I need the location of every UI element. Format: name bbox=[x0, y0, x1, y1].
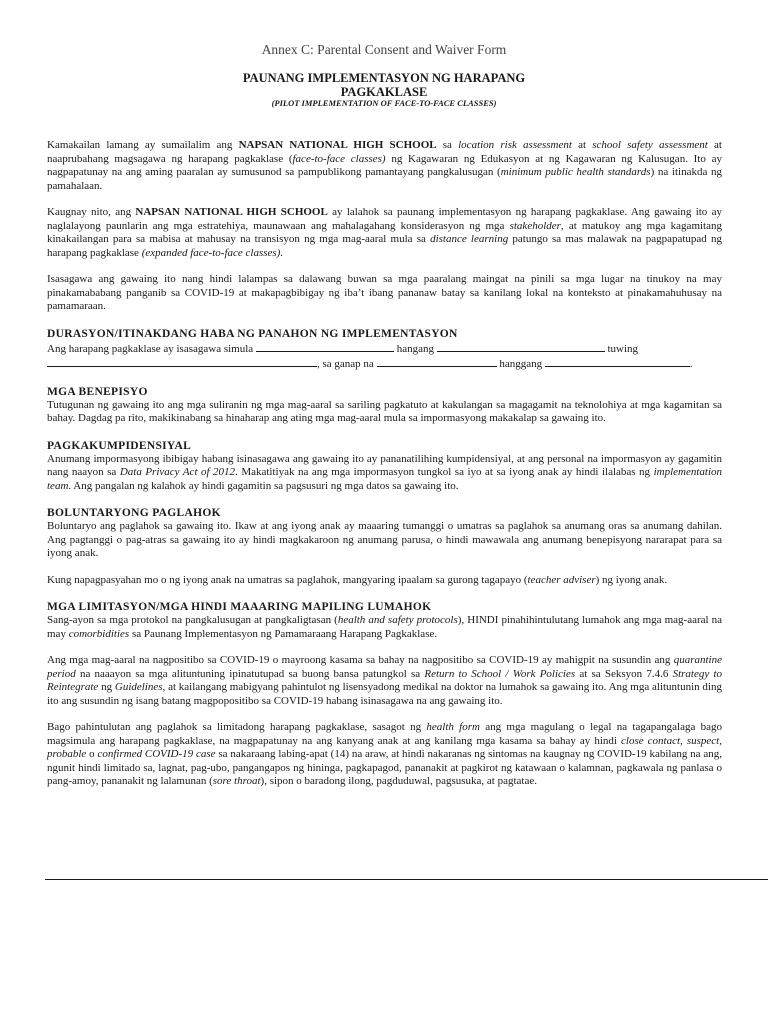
confidentiality-paragraph bbox=[47, 453, 722, 494]
italic-term: close contact, suspect, probable bbox=[47, 734, 722, 760]
end-time-field[interactable] bbox=[545, 356, 690, 367]
italic-term: health and safety protocols bbox=[337, 614, 458, 626]
italic-term: (expanded face-to-face classes). bbox=[141, 246, 284, 259]
bottom-divider bbox=[45, 879, 768, 880]
italic-term: sore throat bbox=[212, 775, 261, 787]
text: tuwing bbox=[604, 342, 639, 355]
text: . bbox=[689, 358, 693, 370]
text: ay lalahok sa paunang implementasyon ng harapang pagkaklase. Ang gawaing ito ay naglalayong paunlarin ang mga estratehiya, maunawaan ang mahalagahang konsiderasyon ng mga bbox=[47, 206, 722, 232]
voluntary-paragraph-1: Boluntaryo ang paglahok sa gawaing ito. Ikaw at ang iyong anak ay maaaring tumanggi o umatras sa paglahok sa anumang oras sa anumang dahilan. Ang pagtanggi o pag-atras sa gawaing ito ay hindi magkakaroon ng anumang parusa, o hindi mawawala ang anumang benepisyong nararapat para sa iyong anak. bbox=[47, 520, 722, 559]
text: . Ang pangalan ng kalahok ay hindi gagamitin sa pagsusuri ng mga datos sa gawaing ito. bbox=[68, 479, 459, 492]
limitations-heading: MGA LIMITASYON/MGA HINDI MAAARING MAPILING LUMAHOK bbox=[47, 601, 432, 613]
text: patungo sa mas malawak na pagpapatupad ng harapang pagkaklase bbox=[47, 233, 722, 259]
school-name: NAPSAN NATIONAL HIGH SCHOOL bbox=[238, 139, 437, 151]
intro-paragraph-2 bbox=[47, 206, 722, 260]
voluntary-paragraph-2 bbox=[47, 574, 722, 588]
text: ), HINDI pinahihintulutang lumahok ang mga mag-aaral na may bbox=[47, 614, 722, 640]
italic-term: teacher adviser bbox=[527, 573, 596, 586]
italic-term: minimum public health standards bbox=[500, 166, 651, 178]
text: na naaayon sa mga alituntuning ipinatutupad sa buong bansa patungkol sa bbox=[75, 667, 425, 680]
text: ) na itinakda ng pamahalaan. bbox=[47, 166, 722, 192]
italic-term: face-to-face classes) bbox=[292, 152, 386, 165]
text: Ang harapang pagkaklase ay isasagawa simula bbox=[47, 342, 256, 355]
limitations-paragraph-2 bbox=[47, 654, 722, 708]
text: sa nakaraang labing-apat (14) na araw, at hindi nakaranas ng sintomas na kaugnay ng COVID-19 kabilang na ang, ngunit hindi limitado sa, lagnat, pag-ubo, pangangapos ng hininga, pagkapagod, pananakit at pagkirot ng katawaan o kalamnan, pagkawala ng panlasa o pang-amoy, pananakit ng lalamunan ( bbox=[47, 748, 723, 787]
text: , at kailangang mabigyang pahintulot ng lisensyadong medikal na doktor na lumahok sa gawaing ito. Ang mga alituntunin ding ito ang susundin ng isang batang magpopositibo sa COVID-19 habang isinasagawa na ang gawaing ito. bbox=[47, 681, 722, 707]
text: hanggang bbox=[496, 358, 545, 370]
text: at naaprubahang magsagawa ng harapang pagkaklase ( bbox=[47, 139, 722, 165]
limitations-paragraph-3 bbox=[47, 721, 722, 789]
text: ang mga magulang o legal na tagapangalaga bago magsimula ang harapang pagkaklase, na magpapatunay na ang kanyang anak at ang kanilang mga kasama sa bahay ay hindi bbox=[47, 721, 722, 747]
school-name: NAPSAN NATIONAL HIGH SCHOOL bbox=[135, 206, 328, 218]
text: . Makatitiyak na ang mga impormasyon tungkol sa iyo at sa iyong anak ay hindi ilalabas ng bbox=[235, 466, 654, 478]
document-body bbox=[47, 139, 722, 802]
italic-term: location risk assessment bbox=[458, 139, 572, 151]
text: , at matukoy ang mga kagamitang kinakailangan para sa mabisa at mahusay na transisyon ng mga mag-aaral mula sa bbox=[47, 219, 722, 245]
benefits-heading: MGA BENEPISYO bbox=[47, 385, 148, 398]
benefits-paragraph: Tutugunan ng gawaing ito ang mga suliranin ng mga mag-aaral sa sariling pagkatuto at kakulangan sa magagamit na teknolohiya at mga kagamitan sa bahay. Dagdag pa rito, makikinabang sa hinaharap ang ating mga mag-aaral mula sa impormasyong makakalap sa gawaing ito. bbox=[47, 398, 722, 424]
duration-paragraph bbox=[47, 341, 722, 372]
end-date-field[interactable] bbox=[437, 341, 605, 352]
text: ng Kagawaran ng Edukasyon at ng Kagawaran ng Kalusugan. Ito ay nagpapatunay na ang aming paaralan ay sumusunod sa pampublikong pamantayang pangkalusugan ( bbox=[47, 152, 722, 178]
text: , sa ganap na bbox=[317, 358, 377, 370]
text: Ang mga mag-aaral na nagpositibo sa COVID-19 o mayroong kasama sa bahay na nagpositibo sa COVID-19 ay mahigpit na susundin ang bbox=[47, 654, 674, 666]
italic-term: Return to School / Work Policies bbox=[424, 667, 576, 680]
start-time-field[interactable] bbox=[377, 356, 497, 367]
italic-term: stakeholder bbox=[509, 219, 561, 232]
title-line-1: PAUNANG IMPLEMENTASYON NG HARAPANG bbox=[242, 71, 526, 85]
italic-term: Data Privacy Act of 2012 bbox=[119, 466, 236, 478]
text: Kamakailan lamang ay sumailalim ang bbox=[47, 139, 239, 151]
schedule-days-field[interactable] bbox=[47, 356, 317, 367]
text: Bago pahintulutan ang paglahok sa limitadong harapang pagkaklase, sasagot ng bbox=[47, 721, 427, 733]
text: o bbox=[86, 748, 98, 760]
text: sa Paunang Implementasyon ng Pamamaraang Harapang Pagkaklase. bbox=[129, 627, 438, 640]
italic-term: Guidelines bbox=[114, 681, 163, 693]
text: Anumang impormasyong ibibigay habang isinasagawa ang gawaing ito ay pananatilihing kumpidensiyal, at ang personal na impormasyon ay gagamitin nang naayon sa bbox=[47, 452, 722, 478]
document-subtitle: (PILOT IMPLEMENTATION OF FACE-TO-FACE CLASSES) bbox=[271, 98, 497, 108]
italic-term: quarantine period bbox=[47, 654, 722, 680]
annex-label: Annex C: Parental Consent and Waiver Form bbox=[261, 42, 507, 57]
title-line-2: PAGKAKLASE bbox=[340, 85, 428, 99]
italic-term: distance learning bbox=[430, 233, 509, 245]
text: Sang-ayon sa mga protokol na pangkalusugan at pangkaligtasan ( bbox=[47, 614, 338, 626]
start-date-field[interactable] bbox=[256, 341, 394, 352]
intro-paragraph-3: Isasagawa ang gawaing ito nang hindi lalampas sa dalawang buwan sa mga paaralang maingat na pinili sa mga lugar na tinukoy na may pinakamababang panganib sa COVID-19 at makapagbibigay ng iba’t ibang pananaw batay sa kanilang lokal na konteksto at pinakamahuhusay na pamamaraan. bbox=[47, 273, 722, 312]
document-title bbox=[0, 71, 768, 99]
text: ), sipon o baradong ilong, pagduduwal, pagsusuka, at pagtatae. bbox=[260, 775, 538, 787]
italic-term: health form bbox=[426, 721, 480, 733]
text: ng bbox=[98, 681, 115, 693]
text: Kaugnay nito, ang bbox=[47, 206, 136, 218]
text: at sa Seksyon 7.4.6 bbox=[575, 667, 673, 680]
duration-heading: DURASYON/ITINAKDANG HABA NG PANAHON NG IMPLEMENTASYON bbox=[47, 327, 458, 340]
limitations-paragraph-1 bbox=[47, 614, 722, 641]
text: sa bbox=[436, 139, 459, 151]
text: hangang bbox=[393, 342, 437, 355]
text: ) ng iyong anak. bbox=[595, 573, 668, 586]
text: at bbox=[571, 139, 593, 151]
intro-paragraph-1 bbox=[47, 139, 722, 193]
italic-term: school safety assessment bbox=[592, 139, 708, 151]
confidentiality-heading: PAGKAKUMPIDENSIYAL bbox=[47, 439, 192, 452]
italic-term: confirmed COVID-19 case bbox=[97, 748, 216, 760]
italic-term: Strategy to Reintegrate bbox=[47, 667, 722, 693]
text: Kung napagpasyahan mo o ng iyong anak na umatras sa paglahok, mangyaring ipaalam sa gurong tagapayo ( bbox=[47, 573, 528, 586]
italic-term: comorbidities bbox=[68, 627, 130, 640]
italic-term: implementation team bbox=[47, 466, 723, 492]
voluntary-heading: BOLUNTARYONG PAGLAHOK bbox=[47, 507, 221, 519]
